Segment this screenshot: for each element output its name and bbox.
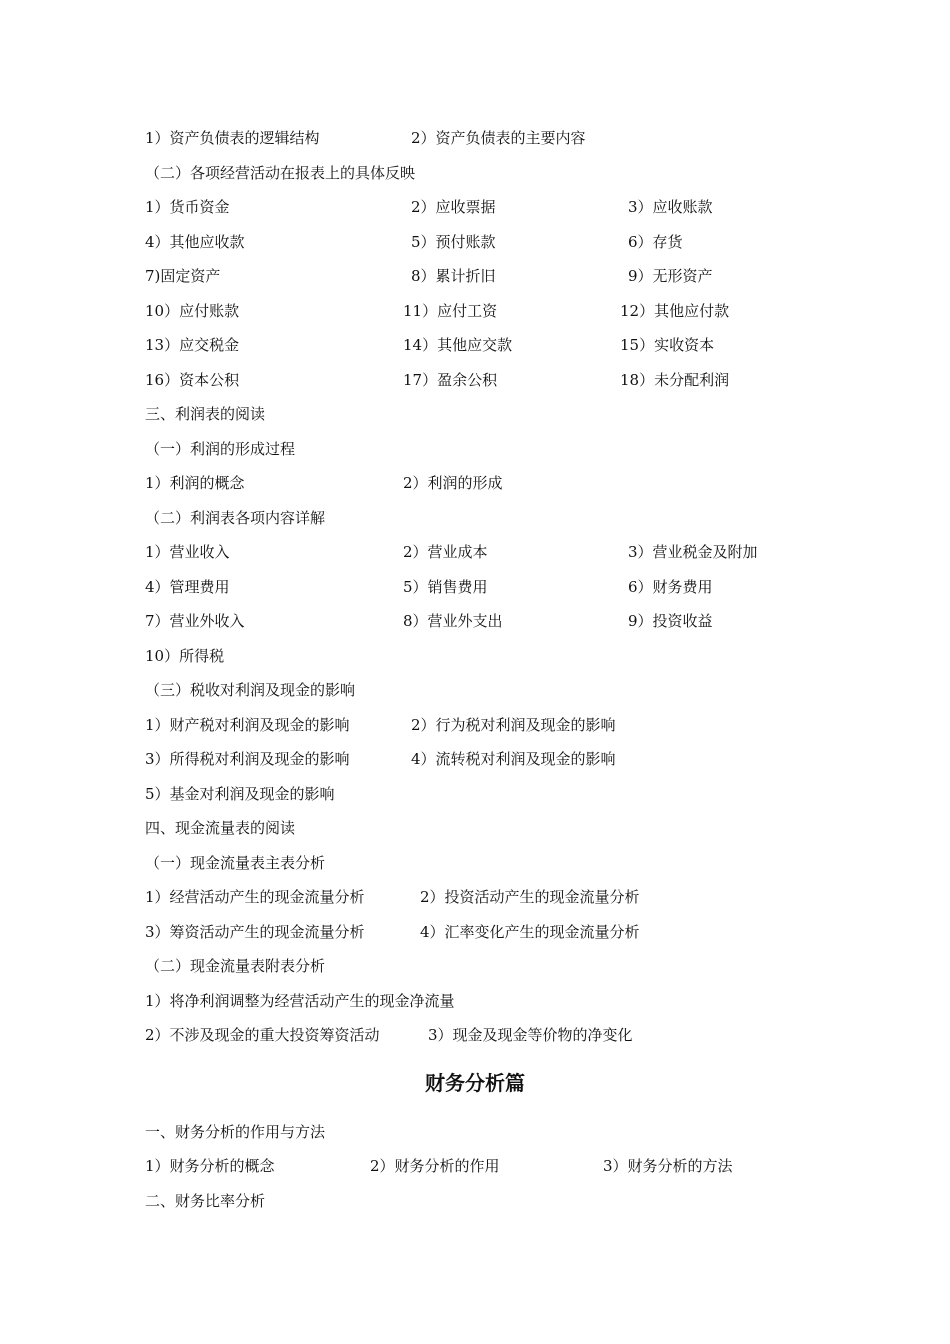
item: 12）其他应付款: [620, 302, 730, 320]
item: 1）货币资金: [145, 198, 230, 216]
item: 3）应收账款: [628, 198, 713, 216]
item: 1）将净利润调整为经营活动产生的现金净流量: [145, 992, 455, 1010]
item: 2）财务分析的作用: [370, 1157, 500, 1175]
item: 9）无形资产: [628, 267, 713, 285]
section-title: 财务分析篇: [425, 1071, 525, 1095]
item: 1）财务分析的概念: [145, 1157, 275, 1175]
item: 2）利润的形成: [403, 474, 503, 492]
item: 4）其他应收款: [145, 233, 245, 251]
item: 5）预付账款: [411, 233, 496, 251]
item: 15）实收资本: [620, 336, 715, 354]
item: 10）所得税: [145, 647, 225, 665]
item: 4）管理费用: [145, 578, 230, 596]
heading-text: （三）税收对利润及现金的影响: [145, 681, 356, 699]
item: 7)固定资产: [145, 267, 221, 285]
item: 8）营业外支出: [403, 612, 503, 630]
item: 2）投资活动产生的现金流量分析: [420, 888, 640, 906]
item: 3）筹资活动产生的现金流量分析: [145, 923, 365, 941]
heading-text: （二）利润表各项内容详解: [145, 509, 326, 527]
item: 5）销售费用: [403, 578, 488, 596]
item: 6）存货: [628, 233, 683, 251]
item: 1）资产负债表的逻辑结构: [145, 129, 320, 147]
item: 2）不涉及现金的重大投资筹资活动: [145, 1026, 380, 1044]
item: 2）应收票据: [411, 198, 496, 216]
item: 9）投资收益: [628, 612, 713, 630]
heading-text: （二）现金流量表附表分析: [145, 957, 326, 975]
item: 16）资本公积: [145, 371, 240, 389]
item: 3）财务分析的方法: [603, 1157, 733, 1175]
item: 1）财产税对利润及现金的影响: [145, 716, 350, 734]
item: 2）营业成本: [403, 543, 488, 561]
item: 2）行为税对利润及现金的影响: [411, 716, 616, 734]
item: 6）财务费用: [628, 578, 713, 596]
item: 4）流转税对利润及现金的影响: [411, 750, 616, 768]
item: 3）现金及现金等价物的净变化: [428, 1026, 633, 1044]
item: 8）累计折旧: [411, 267, 496, 285]
item: 14）其他应交款: [403, 336, 513, 354]
item: 18）未分配利润: [620, 371, 730, 389]
heading-text: 三、利润表的阅读: [145, 405, 266, 423]
item: 10）应付账款: [145, 302, 240, 320]
item: 1）利润的概念: [145, 474, 245, 492]
heading-text: 二、财务比率分析: [145, 1192, 266, 1210]
item: 3）营业税金及附加: [628, 543, 758, 561]
heading-text: 一、财务分析的作用与方法: [145, 1123, 326, 1141]
heading-text: （一）利润的形成过程: [145, 440, 296, 458]
item: 3）所得税对利润及现金的影响: [145, 750, 350, 768]
item: 1）营业收入: [145, 543, 230, 561]
item: 13）应交税金: [145, 336, 240, 354]
item: 2）资产负债表的主要内容: [411, 129, 586, 147]
item: 11）应付工资: [403, 302, 498, 320]
item: 1）经营活动产生的现金流量分析: [145, 888, 365, 906]
item: 4）汇率变化产生的现金流量分析: [420, 923, 640, 941]
heading-text: （一）现金流量表主表分析: [145, 854, 326, 872]
heading-text: 四、现金流量表的阅读: [145, 819, 296, 837]
item: 7）营业外收入: [145, 612, 245, 630]
item: 17）盈余公积: [403, 371, 498, 389]
heading-text: （二）各项经营活动在报表上的具体反映: [145, 164, 416, 182]
item: 5）基金对利润及现金的影响: [145, 785, 335, 803]
